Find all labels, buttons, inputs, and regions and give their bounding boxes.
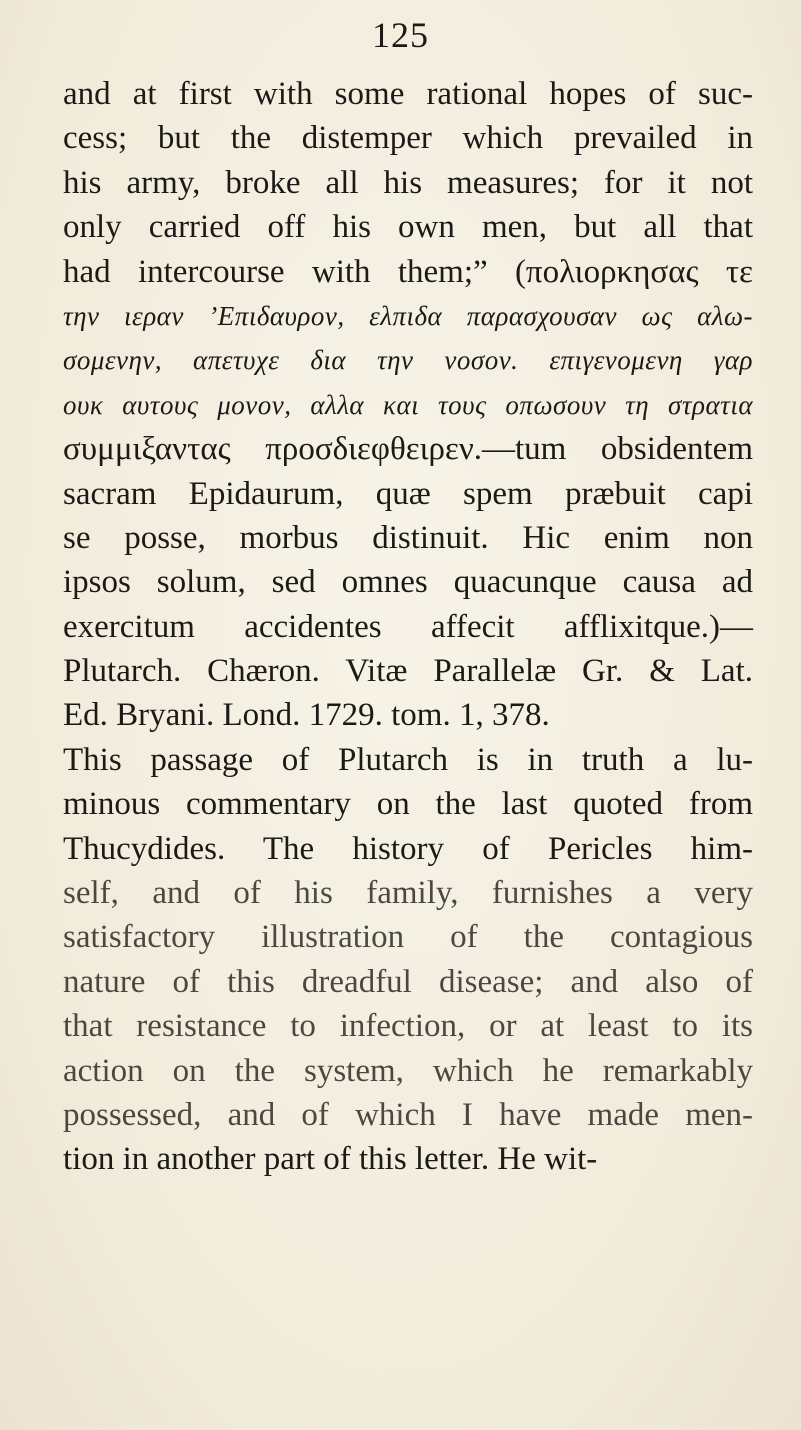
text-line: satisfactory illustration of the contagious [63,919,753,956]
text-line: only carried off his own men, but all that [63,209,753,246]
text-line: cess; but the distemper which prevailed in [63,120,753,157]
text-line: possessed, and of which I have made men- [63,1096,753,1133]
body-text [63,72,753,1182]
text-line: se posse, morbus distinuit. Hic enim non [63,519,753,556]
text-line: tion in another part of this letter. He wit- [63,1141,598,1178]
text-line: συμμιξαντας προσδιεφθειρεν.—tum obsidentem [63,431,753,468]
text-line: This passage of Plutarch is in truth a lu- [63,741,753,778]
greek-text-line: σομενην, απετυχε δια την νοσον. επιγενομενη γαρ [63,345,753,376]
text-line: action on the system, which he remarkably [63,1052,753,1089]
text-line: his army, broke all his measures; for it not [63,164,753,201]
greek-text-line: την ιεραν ’Επιδαυρον, ελπιδα παρασχουσαν ως αλω- [63,300,753,331]
text-line: self, and of his family, furnishes a very [63,875,753,912]
text-line: ipsos solum, sed omnes quacunque causa ad [63,564,753,601]
text-line: Ed. Bryani. Lond. 1729. tom. 1, 378. [63,697,550,734]
text-line: nature of this dreadful disease; and also of [63,963,753,1000]
text-line: had intercourse with them;” (πολιορκησας τε [63,253,753,290]
text-line: minous commentary on the last quoted from [63,786,753,823]
text-line: Plutarch. Chæron. Vitæ Parallelæ Gr. & Lat. [63,653,753,690]
page-number: 125 [372,15,429,55]
text-line: Thucydides. The history of Pericles him- [63,830,753,867]
text-line: that resistance to infection, or at least to its [63,1008,753,1045]
text-line: and at first with some rational hopes of suc- [63,76,753,112]
greek-text-line: ουκ αυτους μονον, αλλα και τους οπωσουν τη στρατια [63,389,753,420]
text-line: exercitum accidentes affecit afflixitque.)— [63,608,753,645]
text-line: sacram Epidaurum, quæ spem præbuit capi [63,475,753,512]
